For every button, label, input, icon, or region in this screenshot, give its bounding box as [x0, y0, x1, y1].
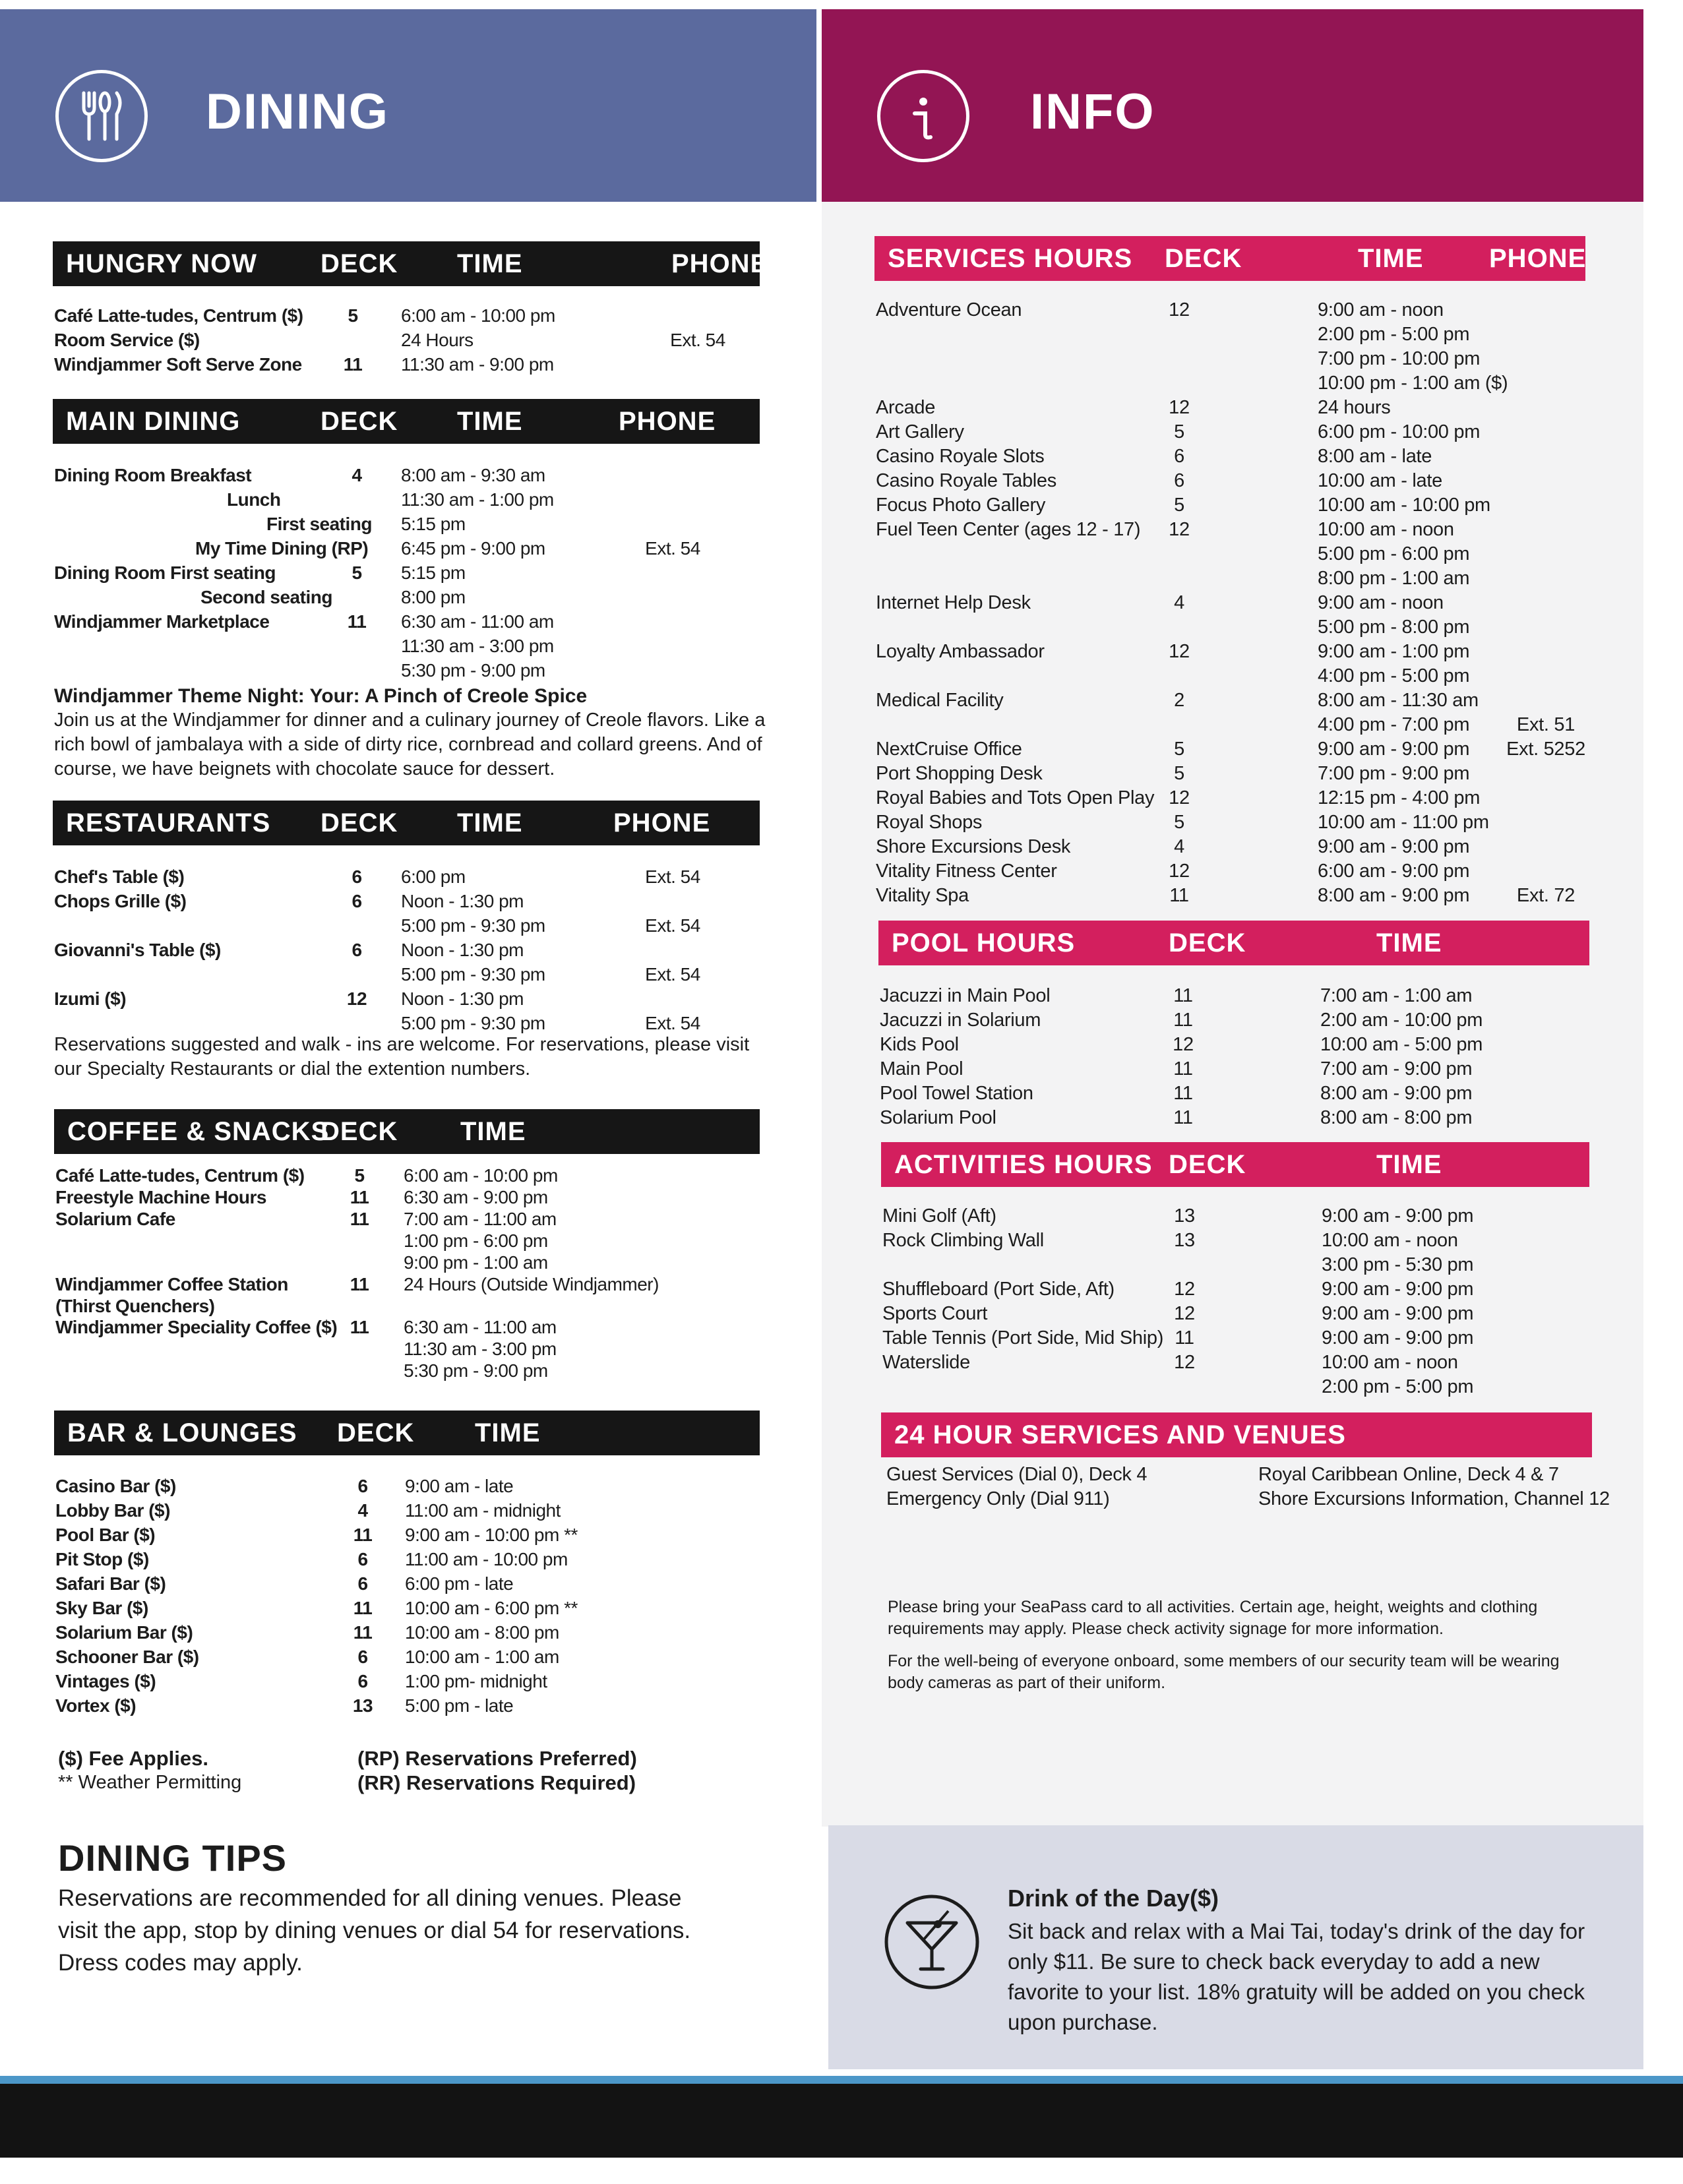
deck-number: 5 — [1174, 763, 1184, 784]
phone-ext: Ext. 54 — [645, 1013, 700, 1033]
venue-name: Room Service ($) — [54, 330, 200, 350]
time-range: 9:00 am - 9:00 pm — [1322, 1303, 1474, 1324]
deck-number: 12 — [1174, 1279, 1195, 1300]
deck-number: 6 — [352, 891, 362, 911]
services-hours-row — [0, 420, 1683, 444]
venue-name: Windjammer Marketplace — [54, 611, 270, 632]
bars-lounges-col-time: TIME — [475, 1418, 541, 1447]
bars-lounges-row — [0, 1571, 1683, 1596]
time-range: 9:00 am - 9:00 pm — [1322, 1327, 1474, 1349]
time-range: 24 Hours (Outside Windjammer) — [404, 1274, 659, 1294]
services-hours-col-time: TIME — [1358, 244, 1424, 273]
venue-name: Fuel Teen Center (ages 12 - 17) — [876, 519, 1141, 540]
drink-of-day-text: Sit back and relax with a Mai Tai, today's drink of the day for only $11. Be sure to check back everyday to add a new favorite to your list. 18% gratuity will be added on you check upon purchase. — [1008, 1919, 1585, 2034]
time-range: 8:00 pm - 1:00 am — [1318, 568, 1470, 589]
pool-hours-col-deck: DECK — [1169, 928, 1246, 957]
time-range: 9:00 pm - 1:00 am — [404, 1252, 548, 1273]
time-range: 11:30 am - 1:00 pm — [401, 489, 554, 510]
services-hours-row — [0, 859, 1683, 884]
time-range: 7:00 am - 1:00 am — [1320, 985, 1473, 1006]
footer-bar — [0, 2084, 1683, 2158]
deck-number: 4 — [1174, 592, 1184, 613]
time-range: 10:00 am - noon — [1322, 1352, 1458, 1373]
time-range: 9:00 am - late — [405, 1476, 514, 1496]
time-range: 5:00 pm - 6:00 pm — [1318, 543, 1470, 564]
deck-number: 11 — [347, 611, 367, 632]
services-hours-row — [0, 396, 1683, 420]
pool-hours-header — [878, 921, 1589, 965]
services-hours-row — [0, 810, 1683, 835]
deck-number: 11 — [343, 354, 363, 375]
activities-hours-row — [0, 1326, 1683, 1350]
services-hours-row — [0, 322, 1683, 347]
venue-name: Vitality Spa — [876, 885, 969, 906]
time-range: 2:00 pm - 5:00 pm — [1322, 1376, 1474, 1397]
venue-name: Focus Photo Gallery — [876, 495, 1046, 516]
dining-tips-text: Reservations are recommended for all dining venues. Please visit the app, stop by dining venues or dial 54 for reservations. Dress codes may apply. — [58, 1885, 691, 1976]
services-hours-row — [0, 493, 1683, 518]
activities-hours-row — [0, 1204, 1683, 1228]
venue-name: Café Latte-tudes, Centrum ($) — [54, 305, 303, 326]
venue-name: Casino Bar ($) — [55, 1476, 176, 1496]
deck-number: 6 — [352, 940, 362, 960]
hungry-now-col-deck: DECK — [321, 249, 398, 278]
restaurants-col-deck: DECK — [321, 808, 398, 837]
deck-number: 13 — [1174, 1205, 1195, 1227]
legend-rp: (RP) Reservations Preferred) — [357, 1747, 637, 1770]
venue-name: Izumi ($) — [54, 988, 127, 1009]
services-hours-header — [874, 236, 1585, 281]
deck-number: 11 — [350, 1274, 369, 1294]
services-hours-row — [0, 591, 1683, 615]
deck-number: 12 — [1169, 397, 1190, 418]
services-24h-right-2: Shore Excursions Information, Channel 12 — [1258, 1488, 1610, 1509]
deck-number: 6 — [352, 866, 362, 887]
activities-hours-col-activities-hours: ACTIVITIES HOURS — [894, 1150, 1153, 1179]
fork-knife-spoon-icon — [55, 70, 148, 162]
bars-lounges-header — [54, 1410, 760, 1455]
time-range: 4:00 pm - 7:00 pm — [1318, 714, 1470, 735]
time-range: 10:00 am - 5:00 pm — [1320, 1034, 1483, 1055]
venue-name: Royal Babies and Tots Open Play — [876, 787, 1155, 808]
activities-hours-col-deck: DECK — [1169, 1150, 1246, 1179]
deck-number: 13 — [1174, 1230, 1195, 1251]
main-dining-col-phone: PHONE — [619, 407, 716, 436]
deck-number: 5 — [1174, 812, 1184, 833]
venue-name: Medical Facility — [876, 690, 1004, 711]
hungry-now-col-hungry-now: HUNGRY NOW — [66, 249, 257, 278]
services-hours-row — [0, 835, 1683, 859]
phone-ext: Ext. 54 — [670, 330, 725, 350]
phone-ext: Ext. 54 — [645, 964, 700, 985]
time-range: 6:00 am - 10:00 pm — [404, 1165, 558, 1186]
time-range: 5:00 pm - 9:30 pm — [401, 964, 545, 985]
pool-hours-row — [0, 1008, 1683, 1033]
time-range: 5:15 pm — [401, 562, 466, 583]
hungry-now-col-time: TIME — [457, 249, 523, 278]
deck-number: 6 — [1174, 470, 1184, 491]
time-range: 3:00 pm - 5:30 pm — [1322, 1254, 1474, 1275]
time-range: 10:00 am - noon — [1318, 519, 1454, 540]
venue-name: Windjammer Coffee Station — [55, 1274, 288, 1294]
deck-number: 4 — [357, 1500, 368, 1521]
time-range: 8:00 am - 9:30 am — [401, 465, 545, 485]
deck-number: 5 — [352, 562, 362, 583]
dining-banner — [0, 9, 816, 202]
time-range: 5:00 pm - late — [405, 1695, 514, 1716]
time-range: 11:30 am - 3:00 pm — [401, 636, 554, 656]
time-range: 6:30 am - 9:00 pm — [404, 1187, 548, 1207]
deck-number: 12 — [1169, 641, 1190, 662]
deck-number: 5 — [348, 305, 358, 326]
deck-number: 5 — [354, 1165, 365, 1186]
time-range: 9:00 am - 9:00 pm — [1318, 739, 1470, 760]
venue-name: Solarium Cafe — [55, 1209, 175, 1229]
deck-number: 11 — [350, 1209, 369, 1229]
deck-number: 5 — [1174, 495, 1184, 516]
venue-name: Rock Climbing Wall — [882, 1230, 1044, 1251]
services-hours-row — [0, 615, 1683, 640]
activities-hours-row — [0, 1350, 1683, 1375]
deck-number: 6 — [357, 1671, 368, 1691]
venue-name: Port Shopping Desk — [876, 763, 1043, 784]
time-range: 9:00 am - 9:00 pm — [1318, 836, 1470, 857]
venue-name: Kids Pool — [880, 1034, 959, 1055]
hungry-now-col-phone: PHONE — [671, 249, 769, 278]
bars-lounges-row — [0, 1523, 1683, 1547]
time-range: 5:30 pm - 9:00 pm — [401, 660, 545, 681]
deck-number: 11 — [353, 1598, 373, 1618]
time-range: 24 Hours — [401, 330, 474, 350]
time-range: 7:00 am - 11:00 am — [404, 1209, 557, 1229]
time-range: 10:00 am - 8:00 pm — [405, 1622, 559, 1643]
bars-lounges-col-bar-lounges: BAR & LOUNGES — [67, 1418, 297, 1447]
time-range: 10:00 am - noon — [1322, 1230, 1458, 1251]
time-range: 10:00 pm - 1:00 am ($) — [1318, 373, 1508, 394]
deck-number: 6 — [357, 1476, 368, 1496]
pool-hours-row — [0, 1081, 1683, 1106]
time-range: 5:00 pm - 9:30 pm — [401, 1013, 545, 1033]
time-range: 6:00 am - 9:00 pm — [1318, 861, 1470, 882]
time-range: 9:00 am - 9:00 pm — [1322, 1279, 1474, 1300]
deck-number: 4 — [1174, 836, 1184, 857]
deck-number: 11 — [353, 1622, 373, 1643]
time-range: Noon - 1:30 pm — [401, 940, 524, 960]
info-note-seapass: Please bring your SeaPass card to all activities. Certain age, height, weights and clothing requirements may apply. Please check activity signage for more information. — [888, 1598, 1538, 1638]
venue-name: Table Tennis (Port Side, Mid Ship) — [882, 1327, 1164, 1349]
deck-number: 12 — [1174, 1303, 1195, 1324]
activities-hours-row — [0, 1228, 1683, 1253]
time-range: 9:00 am - 9:00 pm — [1322, 1205, 1474, 1227]
activities-hours-row — [0, 1277, 1683, 1302]
time-range: 12:15 pm - 4:00 pm — [1318, 787, 1481, 808]
services-hours-row — [0, 786, 1683, 810]
venue-name: Safari Bar ($) — [55, 1573, 166, 1594]
phone-ext: Ext. 54 — [645, 866, 700, 887]
venue-name: Pool Bar ($) — [55, 1525, 156, 1545]
venue-name: Shore Excursions Desk — [876, 836, 1071, 857]
time-range: 6:00 pm - 10:00 pm — [1318, 421, 1481, 442]
services-24h-right-1: Royal Caribbean Online, Deck 4 & 7 — [1258, 1464, 1559, 1485]
time-range: 5:00 pm - 8:00 pm — [1318, 617, 1470, 638]
deck-number: 12 — [1173, 1034, 1194, 1055]
time-range: 9:00 am - noon — [1318, 299, 1444, 320]
deck-number: 11 — [350, 1187, 369, 1207]
venue-name: Chef's Table ($) — [54, 866, 185, 887]
deck-number: 12 — [1169, 299, 1190, 320]
coffee-snacks-col-coffee-snacks: COFFEE & SNACKS — [67, 1117, 330, 1146]
phone-ext: Ext. 54 — [645, 915, 700, 936]
services-hours-col-services-hours: SERVICES HOURS — [888, 244, 1133, 273]
deck-number: 12 — [1169, 861, 1190, 882]
deck-number: 12 — [1169, 787, 1190, 808]
services-hours-row — [0, 518, 1683, 542]
services-24h-left-2: Emergency Only (Dial 911) — [886, 1488, 1110, 1509]
services-hours-col-phone: PHONE — [1489, 244, 1587, 273]
services-hours-row — [0, 884, 1683, 908]
bars-lounges-col-deck: DECK — [337, 1418, 415, 1447]
services-hours-row — [0, 542, 1683, 566]
time-range: 9:00 am - noon — [1318, 592, 1444, 613]
main-dining-col-deck: DECK — [321, 407, 398, 436]
pool-hours-row — [0, 984, 1683, 1008]
time-range: 11:00 am - midnight — [405, 1500, 561, 1521]
restaurants-row — [0, 962, 1683, 986]
bars-lounges-row — [0, 1693, 1683, 1718]
venue-name: Loyalty Ambassador — [876, 641, 1045, 662]
venue-name: Main Pool — [880, 1058, 964, 1079]
venue-name: My Time Dining (RP) — [195, 538, 369, 559]
venue-name: Solarium Bar ($) — [55, 1622, 193, 1643]
services-24h-title: 24 HOUR SERVICES AND VENUES — [894, 1420, 1346, 1449]
time-range: 6:00 pm - late — [405, 1573, 514, 1594]
activities-hours-row — [0, 1302, 1683, 1326]
info-icon — [877, 70, 969, 162]
bars-lounges-row — [0, 1547, 1683, 1571]
time-range: 6:00 pm — [401, 866, 466, 887]
deck-number: 11 — [353, 1525, 373, 1545]
services-hours-col-deck: DECK — [1165, 244, 1242, 273]
services-hours-row — [0, 371, 1683, 396]
deck-number: 12 — [1169, 519, 1190, 540]
deck-number: 6 — [357, 1647, 368, 1667]
venue-name: Vitality Fitness Center — [876, 861, 1057, 882]
venue-name: Arcade — [876, 397, 936, 418]
time-range: 2:00 pm - 5:00 pm — [1318, 324, 1470, 345]
venue-name: Sky Bar ($) — [55, 1598, 148, 1618]
deck-number: 4 — [352, 465, 362, 485]
info-banner — [822, 9, 1643, 202]
deck-number: 5 — [1174, 421, 1184, 442]
time-range: 11:30 am - 9:00 pm — [401, 354, 554, 375]
time-range: 9:00 am - 1:00 pm — [1318, 641, 1470, 662]
venue-name: First seating — [266, 514, 372, 534]
services-24h-left-1: Guest Services (Dial 0), Deck 4 — [886, 1464, 1148, 1485]
venue-name: Royal Shops — [876, 812, 983, 833]
dining-tips-title: DINING TIPS — [58, 1837, 288, 1879]
services-24h-header — [881, 1412, 1592, 1457]
time-range: 5:30 pm - 9:00 pm — [404, 1360, 548, 1381]
deck-number: 5 — [1174, 739, 1184, 760]
venue-name: Casino Royale Slots — [876, 446, 1045, 467]
venue-name: Internet Help Desk — [876, 592, 1031, 613]
restaurants-note: Reservations suggested and walk - ins are welcome. For reservations, please visit our Specialty Restaurants or dial the extention numbers. — [54, 1034, 750, 1079]
dining-title: DINING — [206, 84, 389, 140]
deck-number: 11 — [350, 1317, 369, 1337]
venue-name: Pool Towel Station — [880, 1083, 1033, 1104]
time-range: 8:00 am - 11:30 am — [1318, 690, 1479, 711]
venue-name: Mini Golf (Aft) — [882, 1205, 996, 1227]
time-range: 6:30 am - 11:00 am — [401, 611, 554, 632]
pool-hours-col-pool-hours: POOL HOURS — [892, 928, 1076, 957]
venue-name: Art Gallery — [876, 421, 964, 442]
theme-night-text: Join us at the Windjammer for dinner and a culinary journey of Creole flavors. Like a rich bowl of jambalaya with a side of dirty rice, cornbread and collard greens. And of course, we have beignets with chocolate sauce for dessert. — [54, 710, 766, 779]
coffee-snacks-col-deck: DECK — [321, 1117, 398, 1146]
venue-name: Second seating — [200, 587, 332, 607]
venue-name: Jacuzzi in Main Pool — [880, 985, 1051, 1006]
venue-name: Schooner Bar ($) — [55, 1647, 199, 1667]
main-dining-col-main-dining: MAIN DINING — [66, 407, 241, 436]
time-range: 7:00 pm - 9:00 pm — [1318, 763, 1470, 784]
restaurants-col-phone: PHONE — [613, 808, 711, 837]
legend-fee: ($) Fee Applies. — [58, 1747, 208, 1770]
venue-name: (Thirst Quenchers) — [55, 1296, 215, 1316]
time-range: 1:00 pm - 6:00 pm — [404, 1230, 548, 1251]
deck-number: 6 — [357, 1573, 368, 1594]
info-title: INFO — [1030, 84, 1155, 140]
time-range: 11:00 am - 10:00 pm — [405, 1549, 568, 1569]
services-hours-row — [0, 469, 1683, 493]
venue-name: Vortex ($) — [55, 1695, 137, 1716]
coffee-snacks-col-time: TIME — [460, 1117, 526, 1146]
venue-name: Adventure Ocean — [876, 299, 1022, 320]
venue-name: Casino Royale Tables — [876, 470, 1056, 491]
venue-name: Waterslide — [882, 1352, 970, 1373]
venue-name: Shuffleboard (Port Side, Aft) — [882, 1279, 1115, 1300]
legend-rr: (RR) Reservations Required) — [357, 1771, 636, 1794]
time-range: 4:00 pm - 5:00 pm — [1318, 665, 1470, 686]
deck-number: 2 — [1174, 690, 1184, 711]
services-hours-row — [0, 298, 1683, 322]
deck-number: 13 — [352, 1695, 373, 1716]
services-hours-row — [0, 347, 1683, 371]
main-dining-col-time: TIME — [457, 407, 523, 436]
phone-ext: Ext. 5252 — [1506, 739, 1585, 760]
info-note-cameras: For the well-being of everyone onboard, some members of our security team will be wearing body cameras as part of their uniform. — [888, 1652, 1560, 1692]
time-range: 6:30 am - 11:00 am — [404, 1317, 557, 1337]
activities-hours-col-time: TIME — [1376, 1150, 1442, 1179]
martini-icon — [884, 1894, 980, 1990]
venue-name: Jacuzzi in Solarium — [880, 1010, 1041, 1031]
deck-number: 11 — [1173, 1010, 1193, 1031]
deck-number: 6 — [357, 1549, 368, 1569]
pool-hours-row — [0, 1106, 1683, 1130]
drink-of-day-title: Drink of the Day($) — [1008, 1885, 1219, 1912]
deck-number: 11 — [1173, 1058, 1193, 1079]
venue-name: Windjammer Soft Serve Zone — [54, 354, 302, 375]
deck-number: 11 — [1169, 885, 1189, 906]
venue-name: Lobby Bar ($) — [55, 1500, 170, 1521]
activities-hours-header — [881, 1142, 1589, 1187]
pool-hours-col-time: TIME — [1376, 928, 1442, 957]
time-range: 5:00 pm - 9:30 pm — [401, 915, 545, 936]
legend-weather: ** Weather Permitting — [58, 1772, 242, 1793]
venue-name: Sports Court — [882, 1303, 988, 1324]
time-range: 10:00 am - 10:00 pm — [1318, 495, 1490, 516]
venue-name: Freestyle Machine Hours — [55, 1187, 266, 1207]
venue-name: Dining Room First seating — [54, 562, 276, 583]
time-range: 10:00 am - 6:00 pm ** — [405, 1598, 578, 1618]
time-range: 5:15 pm — [401, 514, 466, 534]
venue-name: NextCruise Office — [876, 739, 1022, 760]
time-range: Noon - 1:30 pm — [401, 891, 524, 911]
time-range: 7:00 am - 9:00 pm — [1320, 1058, 1473, 1079]
time-range: 10:00 am - 1:00 am — [405, 1647, 559, 1667]
venue-name: Windjammer Speciality Coffee ($) — [55, 1317, 338, 1337]
venue-name: Chops Grille ($) — [54, 891, 187, 911]
time-range: 8:00 am - 9:00 pm — [1318, 885, 1470, 906]
deck-number: 11 — [1175, 1327, 1194, 1349]
deck-number: 6 — [1174, 446, 1184, 467]
time-range: 24 hours — [1318, 397, 1391, 418]
activities-hours-row — [0, 1253, 1683, 1277]
phone-ext: Ext. 72 — [1516, 885, 1576, 906]
time-range: Noon - 1:30 pm — [401, 988, 524, 1009]
time-range: 10:00 am - late — [1318, 470, 1442, 491]
time-range: 10:00 am - 11:00 pm — [1318, 812, 1489, 833]
time-range: 1:00 pm- midnight — [405, 1671, 547, 1691]
hungry-now-header — [53, 241, 769, 286]
phone-ext: Ext. 54 — [645, 538, 700, 559]
deck-number: 11 — [1173, 1107, 1193, 1128]
services-hours-row — [0, 566, 1683, 591]
deck-number: 11 — [1173, 985, 1193, 1006]
deck-number: 12 — [1174, 1352, 1195, 1373]
services-hours-row — [0, 640, 1683, 664]
venue-name: Pit Stop ($) — [55, 1549, 149, 1569]
venue-name: Dining Room Breakfast — [54, 465, 252, 485]
deck-number: 12 — [346, 988, 367, 1009]
activities-hours-row — [0, 1375, 1683, 1399]
time-range: 6:45 pm - 9:00 pm — [401, 538, 545, 559]
footer-accent-line — [0, 2076, 1683, 2084]
time-range: 11:30 am - 3:00 pm — [404, 1339, 557, 1359]
time-range: 8:00 am - 8:00 pm — [1320, 1107, 1473, 1128]
venue-name: Vintages ($) — [55, 1671, 156, 1691]
theme-night-title: Windjammer Theme Night: Your: A Pinch of Creole Spice — [54, 685, 588, 707]
restaurants-col-restaurants: RESTAURANTS — [66, 808, 271, 837]
time-range: 6:00 am - 10:00 pm — [401, 305, 555, 326]
phone-ext: Ext. 51 — [1516, 714, 1576, 735]
venue-name: Giovanni's Table ($) — [54, 940, 221, 960]
venue-name: Café Latte-tudes, Centrum ($) — [55, 1165, 305, 1186]
time-range: 8:00 pm — [401, 587, 466, 607]
deck-number: 11 — [1173, 1083, 1193, 1104]
services-hours-row — [0, 444, 1683, 469]
time-range: 2:00 am - 10:00 pm — [1320, 1010, 1483, 1031]
time-range: 8:00 am - late — [1318, 446, 1432, 467]
time-range: 9:00 am - 10:00 pm ** — [405, 1525, 578, 1545]
venue-name: Lunch — [227, 489, 281, 510]
restaurants-col-time: TIME — [457, 808, 523, 837]
time-range: 7:00 pm - 10:00 pm — [1318, 348, 1481, 369]
time-range: 8:00 am - 9:00 pm — [1320, 1083, 1473, 1104]
venue-name: Solarium Pool — [880, 1107, 996, 1128]
